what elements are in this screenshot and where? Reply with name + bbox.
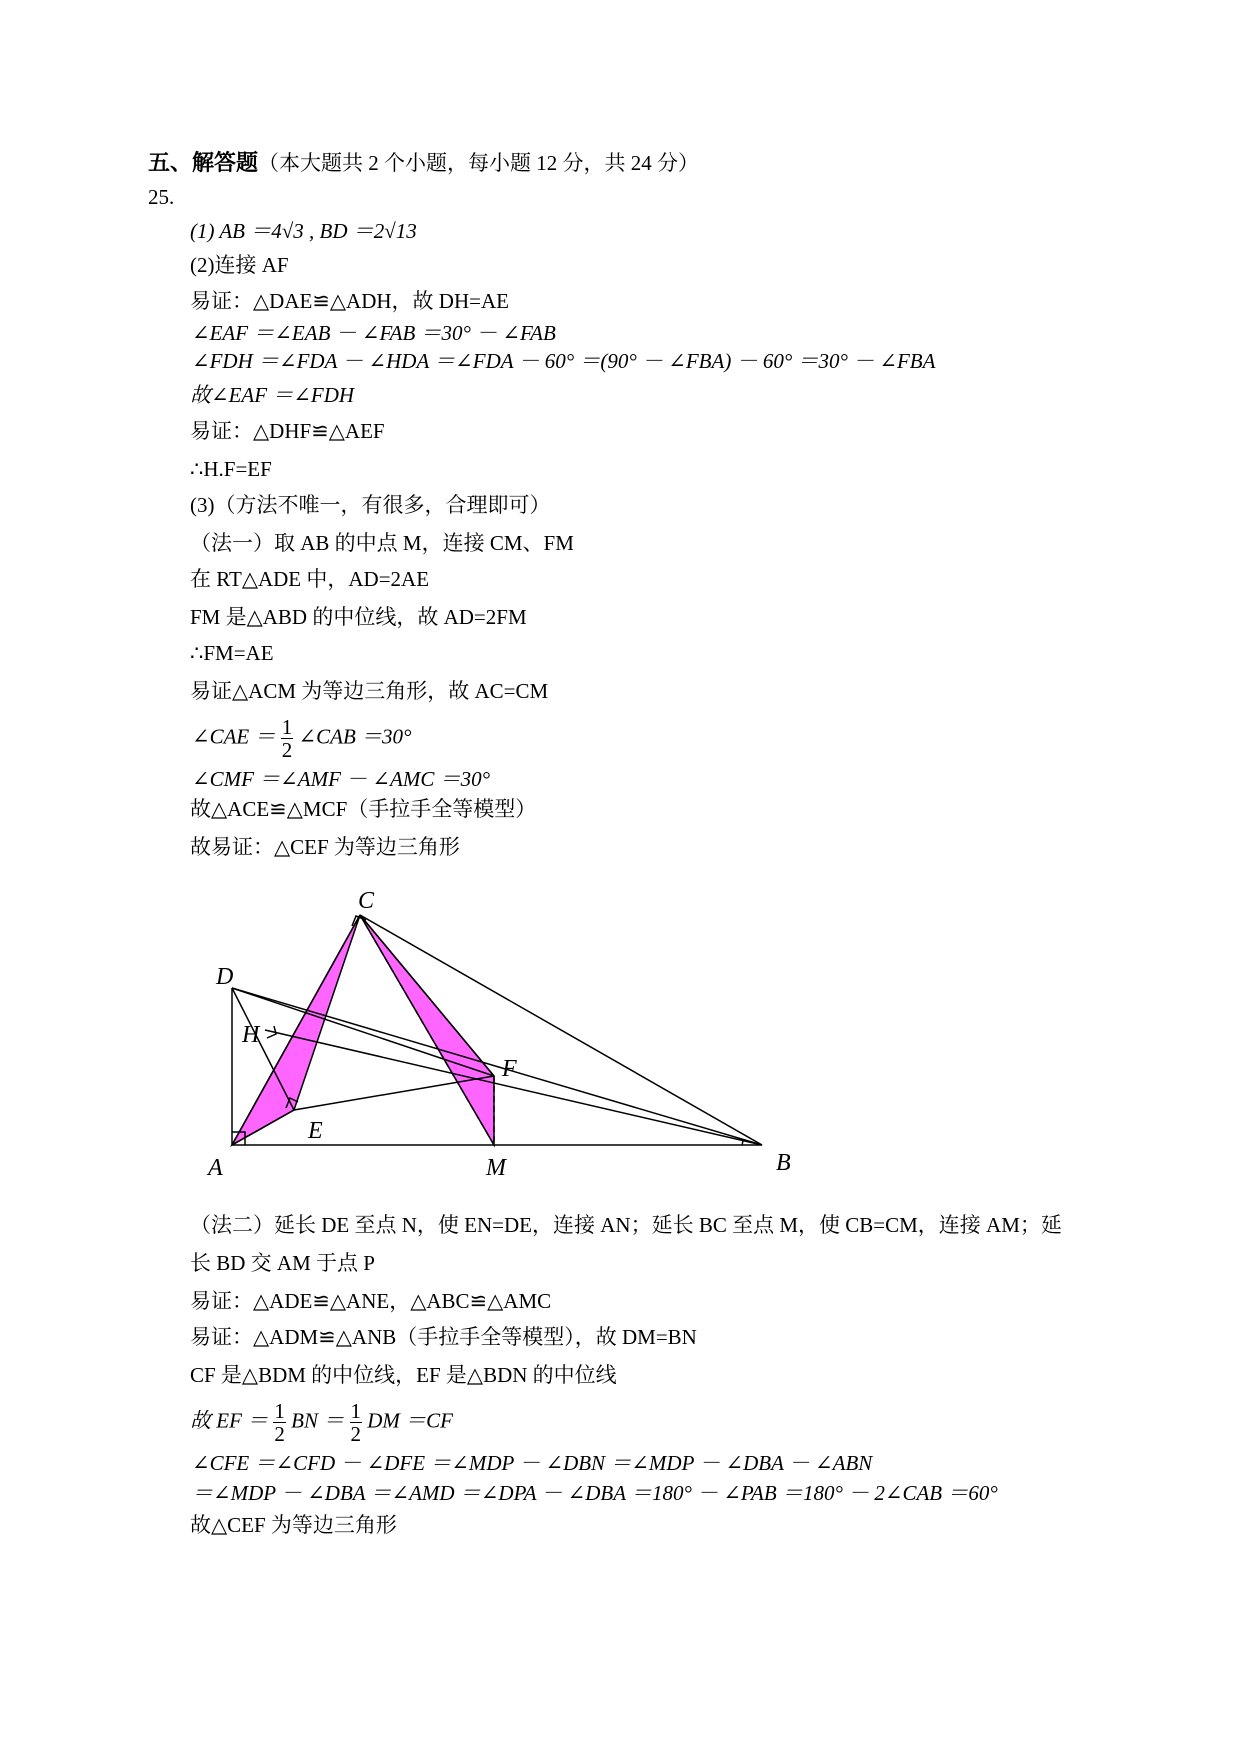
line-part2: (2)连接 AF	[190, 253, 289, 277]
label-h: H	[242, 1022, 260, 1048]
line-method2-a: （法二）延长 DE 至点 N，使 EN=DE，连接 AN；延长 BC 至点 M，使 CB=CM，连接 AM；延	[190, 1213, 1062, 1237]
line-cef-equilateral-2: 故△CEF 为等边三角形	[190, 1513, 397, 1537]
section-title: 五、解答题	[148, 150, 259, 175]
line-proof-4: 易证：△ADM≌△ANB（手拉手全等模型），故 DM=BN	[190, 1325, 697, 1349]
line-angle-chain: ＝∠MDP － ∠DBA ＝∠AMD ＝∠DPA － ∠DBA ＝180° － ∠PAB ＝180° － 2∠CAB ＝60°	[192, 1481, 998, 1505]
label-e: E	[308, 1118, 323, 1144]
line-acm-equilateral: 易证△ACM 为等边三角形，故 AC=CM	[190, 679, 549, 703]
fraction-denominator: 2	[281, 738, 293, 762]
fraction-denominator: 2	[350, 1422, 361, 1446]
fraction-numerator: 1	[350, 1399, 361, 1423]
line-proof-1: 易证：△DAE≌△ADH，故 DH=AE	[190, 289, 509, 313]
label-f: F	[502, 1056, 517, 1082]
line-proof-3: 易证：△ADE≌△ANE，△ABC≌△AMC	[190, 1289, 552, 1313]
label-a: A	[208, 1155, 223, 1180]
line-conclusion-angle: 故∠EAF ＝∠FDH	[190, 383, 355, 407]
fraction-half-2	[273, 1400, 286, 1445]
line-rt-ade: 在 RT△ADE 中，AD=2AE	[190, 567, 430, 591]
fraction-half	[281, 716, 294, 761]
fraction-half-3	[350, 1400, 363, 1445]
line-ef-cf	[190, 1400, 453, 1445]
line-angle-cmf: ∠CMF ＝∠AMF － ∠AMC ＝30°	[192, 767, 490, 791]
geometry-figure	[190, 880, 810, 1180]
label-b: B	[776, 1150, 791, 1176]
label-d: D	[216, 964, 234, 990]
line-fm-midline: FM 是△ABD 的中位线，故 AD=2FM	[190, 605, 527, 629]
line-congruent-acemcf: 故△ACE≌△MCF（手拉手全等模型）	[190, 797, 537, 821]
line-angle-fdh: ∠FDH ＝∠FDA － ∠HDA ＝∠FDA － 60° ＝(90° － ∠FBA) － 60° ＝30° － ∠FBA	[192, 349, 936, 373]
line-proof-2: 易证：△DHF≌△AEF	[190, 419, 385, 443]
line-method2-b: 长 BD 交 AM 于点 P	[190, 1251, 375, 1275]
angle-cae-right: ∠CAB ＝30°	[298, 724, 412, 749]
line-method1: （法一）取 AB 的中点 M，连接 CM、FM	[190, 531, 574, 555]
line-angle-cfe: ∠CFE ＝∠CFD － ∠DFE ＝∠MDP － ∠DBN ＝∠MDP － ∠DBA － ∠ABN	[192, 1451, 873, 1475]
line-hf-ef: ∴H.F=EF	[190, 457, 272, 481]
label-c: C	[358, 888, 375, 914]
ef-left: 故 EF ＝	[190, 1408, 269, 1433]
line-angle-cae	[192, 716, 411, 761]
line-angle-eaf: ∠EAF ＝∠EAB － ∠FAB ＝30° － ∠FAB	[192, 321, 556, 345]
line-cef-equilateral-1: 故易证：△CEF 为等边三角形	[190, 835, 460, 859]
fraction-denominator: 2	[274, 1422, 285, 1446]
line-fm-ae: ∴FM=AE	[190, 641, 274, 665]
line-part3: (3)（方法不唯一，有很多，合理即可）	[190, 493, 551, 517]
angle-cae-left: ∠CAE ＝	[192, 724, 276, 749]
problem-number: 25.	[148, 185, 175, 209]
line-part1: (1) AB ＝4√3 , BD ＝2√13	[190, 219, 417, 243]
fraction-numerator: 1	[281, 715, 293, 739]
ef-mid: BN ＝	[291, 1408, 345, 1433]
section-note: （本大题共 2 个小题，每小题 12 分，共 24 分）	[258, 151, 700, 175]
fraction-numerator: 1	[274, 1399, 285, 1423]
label-m: M	[486, 1155, 506, 1180]
ef-right: DM ＝CF	[367, 1408, 453, 1433]
line-midlines: CF 是△BDM 的中位线，EF 是△BDN 的中位线	[190, 1363, 617, 1387]
section-heading	[148, 150, 699, 176]
